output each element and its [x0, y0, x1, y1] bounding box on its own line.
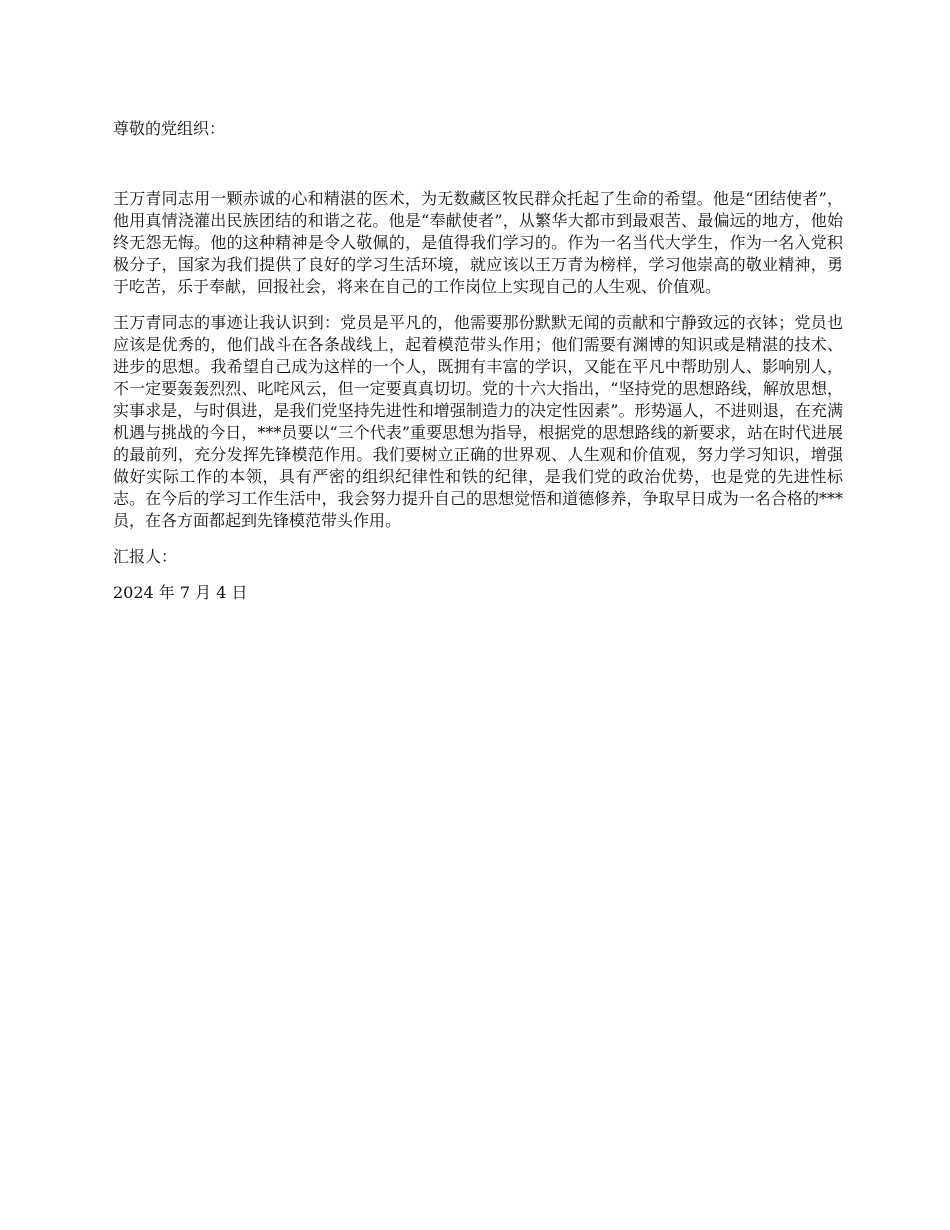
- paragraph-2: 王万青同志的事迹让我认识到：党员是平凡的，他需要那份默默无闻的贡献和宁静致远的衣钵；党员也应该是优秀的，他们战斗在各条战线上，起着模范带头作用；他们需要有渊博的知识或是精湛的技术、进步的思想。我希望自己成为这样的一个人，既拥有丰富的学识，又能在平凡中帮助别人、影响别人，不一定要轰轰烈烈、叱咤风云，但一定要真真切切。党的十六大指出，“坚持党的思想路线，解放思想，实事求是，与时俱进，是我们党坚持先进性和增强制造力的决定性因素”。形势逼人，不进则退，在充满机遇与挑战的今日，***员要以“三个代表”重要思想为指导，根据党的思想路线的新要求，站在时代进展的最前列，充分发挥先锋模范作用。我们要树立正确的世界观、人生观和价值观，努力学习知识，增强做好实际工作的本领，具有严密的组织纪律性和铁的纪律，是我们党的政治优势，也是党的先进性标志。在今后的学习工作生活中，我会努力提升自己的思想觉悟和道德修养，争取早日成为一名合格的***员，在各方面都起到先锋模范带头作用。: [113, 313, 843, 530]
- reporter-label: 汇报人：: [113, 547, 178, 566]
- salutation: 尊敬的党组织：: [113, 119, 226, 138]
- paragraph-1: 王万青同志用一颗赤诚的心和精湛的医术，为无数藏区牧民群众托起了生命的希望。他是“团结使者”，他用真情浇灌出民族团结的和谐之花。他是“奉献使者”，从繁华大都市到最艰苦、最偏远的地方，他始终无怨无悔。他的这种精神是令人敬佩的，是值得我们学习的。作为一名当代大学生，作为一名入党积极分子，国家为我们提供了良好的学习生活环境，就应该以王万青为榜样，学习他崇高的敬业精神，勇于吃苦，乐于奉献，回报社会，将来在自己的工作岗位上实现自己的人生观、价值观。: [113, 189, 843, 296]
- report-date: 2024 年 7 月 4 日: [113, 583, 248, 602]
- document-body: [113, 118, 843, 604]
